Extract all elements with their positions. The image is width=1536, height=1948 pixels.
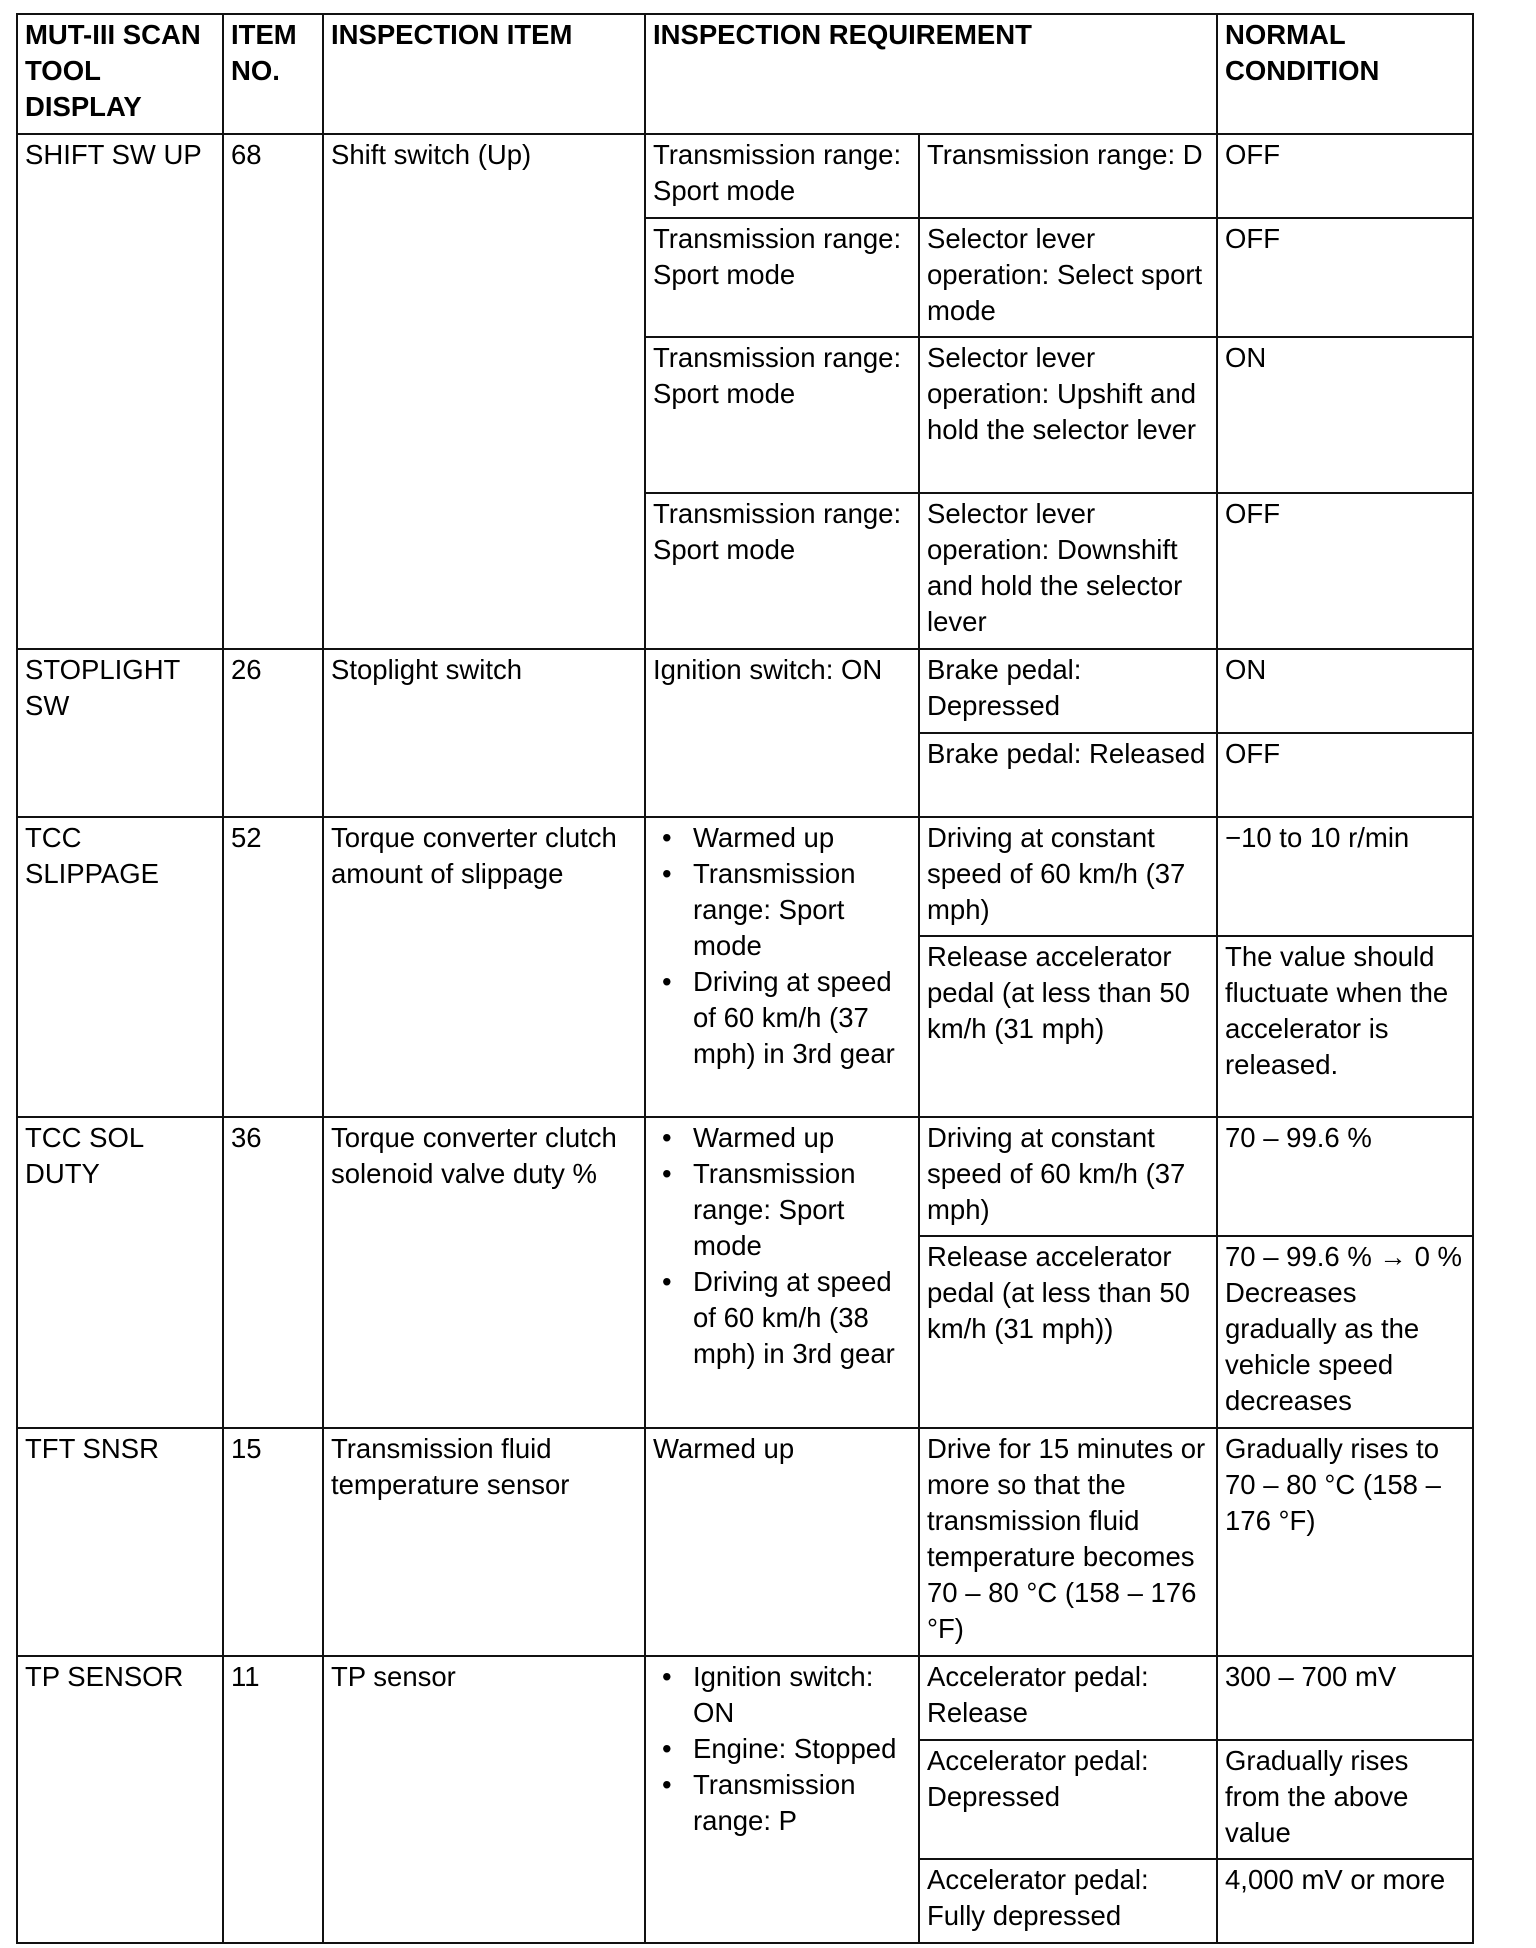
list-item: • Transmission range: Sport mode: [653, 1156, 912, 1264]
requirement-operation-cell: Release accelerator pedal (at less than 50 km/h (31 mph): [919, 936, 1217, 1117]
header-inspection-item: INSPECTION ITEM: [323, 14, 645, 134]
table-row: [17, 1656, 1473, 1740]
condition-list: [653, 1120, 912, 1372]
inspection-item-cell: Torque converter clutch solenoid valve duty %: [323, 1117, 645, 1428]
requirement-operation-cell: Brake pedal: Released: [919, 733, 1217, 817]
requirement-condition-cell: Transmission range: Sport mode: [645, 218, 919, 337]
list-item: • Driving at speed of 60 km/h (38 mph) in 3rd gear: [653, 1264, 912, 1372]
normal-condition-cell: ON: [1217, 649, 1473, 733]
inspection-item-cell: Stoplight switch: [323, 649, 645, 817]
inspection-table: [16, 13, 1474, 1944]
requirement-condition-cell: Transmission range: Sport mode: [645, 134, 919, 218]
scan-tool-display-cell: TP SENSOR: [17, 1656, 223, 1943]
normal-condition-cell: OFF: [1217, 134, 1473, 218]
inspection-item-cell: Transmission fluid temperature sensor: [323, 1428, 645, 1656]
requirement-operation-cell: Drive for 15 minutes or more so that the transmission fluid temperature becomes 70 – 80 °C (158 – 176 °F): [919, 1428, 1217, 1656]
item-no-cell: 36: [223, 1117, 323, 1428]
normal-condition-cell: 4,000 mV or more: [1217, 1859, 1473, 1943]
requirement-operation-cell: Selector lever operation: Select sport mode: [919, 218, 1217, 337]
requirement-operation-cell: Release accelerator pedal (at less than 50 km/h (31 mph)): [919, 1236, 1217, 1428]
list-item: • Engine: Stopped: [653, 1731, 912, 1767]
scan-tool-display-cell: TCC SOL DUTY: [17, 1117, 223, 1428]
requirement-operation-cell: Transmission range: D: [919, 134, 1217, 218]
list-item: • Warmed up: [653, 820, 912, 856]
list-item: • Ignition switch: ON: [653, 1659, 912, 1731]
normal-condition-cell: OFF: [1217, 733, 1473, 817]
requirement-operation-cell: Accelerator pedal: Depressed: [919, 1740, 1217, 1859]
table-row: [17, 1117, 1473, 1236]
normal-condition-cell: ON: [1217, 337, 1473, 493]
header-normal-condition: NORMAL CONDITION: [1217, 14, 1473, 134]
requirement-condition-cell: Transmission range: Sport mode: [645, 337, 919, 493]
normal-condition-cell: 70 – 99.6 % → 0 % Decreases gradually as the vehicle speed decreases: [1217, 1236, 1473, 1428]
table-row: [17, 649, 1473, 733]
normal-condition-cell: −10 to 10 r/min: [1217, 817, 1473, 936]
requirement-operation-cell: Accelerator pedal: Release: [919, 1656, 1217, 1740]
normal-condition-cell: Gradually rises from the above value: [1217, 1740, 1473, 1859]
table-header-row: [17, 14, 1473, 134]
item-no-cell: 15: [223, 1428, 323, 1656]
list-item: • Warmed up: [653, 1120, 912, 1156]
list-item: • Driving at speed of 60 km/h (37 mph) in 3rd gear: [653, 964, 912, 1072]
normal-condition-cell: OFF: [1217, 493, 1473, 649]
header-item-no: ITEM NO.: [223, 14, 323, 134]
list-item: • Transmission range: Sport mode: [653, 856, 912, 964]
inspection-item-cell: Torque converter clutch amount of slippage: [323, 817, 645, 1117]
item-no-cell: 26: [223, 649, 323, 817]
requirement-operation-cell: Driving at constant speed of 60 km/h (37 mph): [919, 817, 1217, 936]
inspection-item-cell: TP sensor: [323, 1656, 645, 1943]
item-no-cell: 52: [223, 817, 323, 1117]
list-item: • Transmission range: P: [653, 1767, 912, 1839]
requirement-operation-cell: Driving at constant speed of 60 km/h (37 mph): [919, 1117, 1217, 1236]
requirement-operation-cell: Brake pedal: Depressed: [919, 649, 1217, 733]
header-inspection-requirement: INSPECTION REQUIREMENT: [645, 14, 1217, 134]
scan-tool-display-cell: TFT SNSR: [17, 1428, 223, 1656]
scan-tool-display-cell: TCC SLIPPAGE: [17, 817, 223, 1117]
normal-condition-cell: Gradually rises to 70 – 80 °C (158 – 176 °F): [1217, 1428, 1473, 1656]
item-no-cell: 11: [223, 1656, 323, 1943]
requirement-operation-cell: Accelerator pedal: Fully depressed: [919, 1859, 1217, 1943]
inspection-document: [16, 13, 1474, 1944]
table-row: [17, 134, 1473, 218]
requirement-operation-cell: Selector lever operation: Upshift and hold the selector lever: [919, 337, 1217, 493]
requirement-condition-cell: Warmed up: [645, 1428, 919, 1656]
inspection-item-cell: Shift switch (Up): [323, 134, 645, 649]
normal-condition-cell: 300 – 700 mV: [1217, 1656, 1473, 1740]
item-no-cell: 68: [223, 134, 323, 649]
normal-condition-cell: OFF: [1217, 218, 1473, 337]
requirement-condition-cell: [645, 1656, 919, 1943]
condition-list: [653, 820, 912, 1072]
condition-list: [653, 1659, 912, 1839]
scan-tool-display-cell: STOPLIGHT SW: [17, 649, 223, 817]
requirement-condition-cell: [645, 1117, 919, 1428]
normal-condition-cell: The value should fluctuate when the accelerator is released.: [1217, 936, 1473, 1117]
header-scan-tool-display: MUT-III SCAN TOOL DISPLAY: [17, 14, 223, 134]
requirement-condition-cell: Ignition switch: ON: [645, 649, 919, 817]
table-row: [17, 817, 1473, 936]
table-row: [17, 1428, 1473, 1656]
requirement-condition-cell: Transmission range: Sport mode: [645, 493, 919, 649]
scan-tool-display-cell: SHIFT SW UP: [17, 134, 223, 649]
requirement-condition-cell: [645, 817, 919, 1117]
requirement-operation-cell: Selector lever operation: Downshift and hold the selector lever: [919, 493, 1217, 649]
normal-condition-cell: 70 – 99.6 %: [1217, 1117, 1473, 1236]
